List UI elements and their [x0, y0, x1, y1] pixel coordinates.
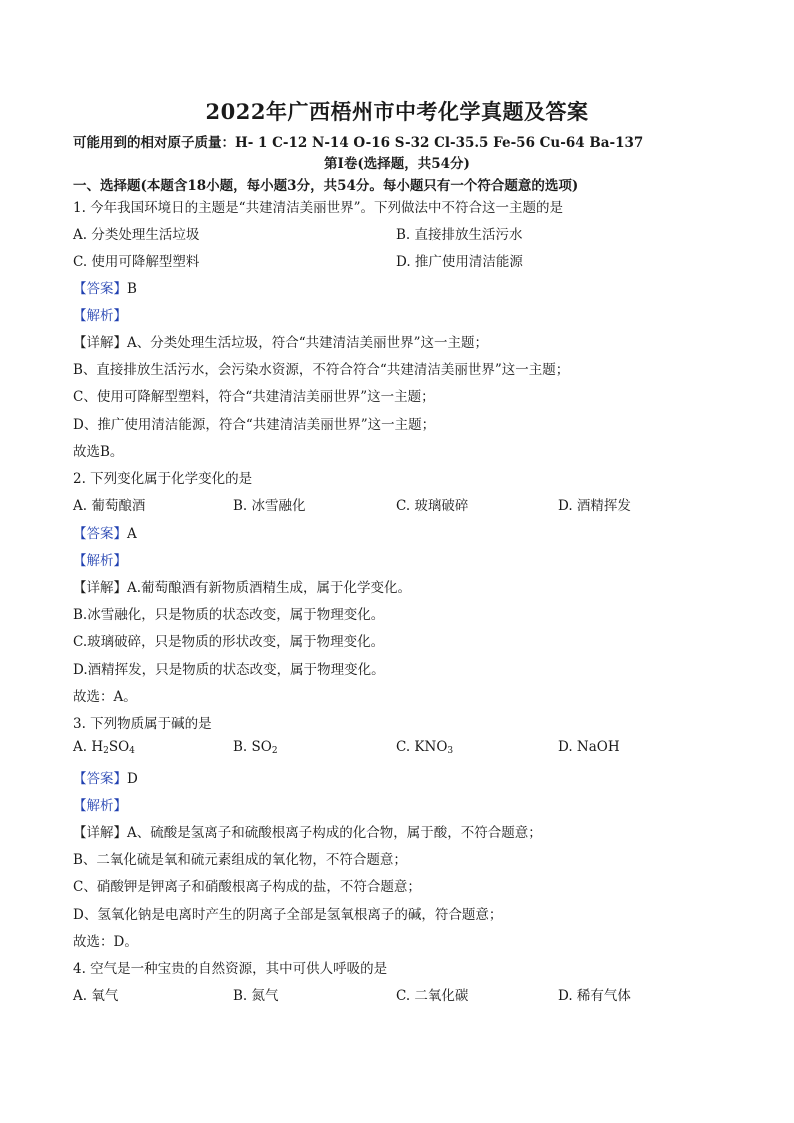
- q3-option-a-text2: SO: [108, 739, 130, 755]
- q1-detail-2: B、直接排放生活污水，会污染水资源，不符合符合“共建清洁美丽世界”这一主题；: [73, 362, 570, 378]
- q1-detail-1-text: A、分类处理生活垃圾，符合“共建清洁美丽世界”这一主题；: [127, 335, 489, 351]
- q3-stem: 3. 下列物质属于碱的是: [73, 716, 212, 732]
- detail-label: 【详解】: [73, 335, 127, 351]
- q3-detail-1-text: A、硫酸是氢离子和硫酸根离子构成的化合物，属于酸，不符合题意；: [127, 825, 542, 841]
- q4-option-c: C. 二氧化碳: [396, 988, 469, 1004]
- q3-option-a-text: A. H: [73, 739, 104, 755]
- q2-detail-3: C.玻璃破碎，只是物质的形状改变，属于物理变化。: [73, 634, 385, 650]
- q2-conclusion: 故选：A。: [73, 689, 137, 705]
- q3-detail-1: [73, 821, 542, 841]
- q3-option-a: [73, 739, 135, 756]
- q3-option-d: D. NaOH: [558, 739, 620, 755]
- q2-option-b: B. 冰雪融化: [233, 498, 306, 514]
- q2-detail-2: B.冰雪融化，只是物质的状态改变，属于物理变化。: [73, 607, 385, 623]
- q1-detail-1: [73, 331, 488, 351]
- q3-option-b-sub: 2: [271, 746, 278, 756]
- q2-option-a: A. 葡萄酿酒: [73, 498, 146, 514]
- q3-answer: [73, 767, 138, 787]
- q1-option-d: D. 推广使用清洁能源: [396, 254, 523, 270]
- q3-option-a-sub2: 4: [129, 746, 135, 756]
- q1-detail-3: C、使用可降解型塑料，符合“共建清洁美丽世界”这一主题；: [73, 389, 435, 405]
- q2-answer-value: A: [127, 526, 137, 542]
- q4-option-a: A. 氧气: [73, 988, 119, 1004]
- q1-conclusion: 故选B。: [73, 444, 124, 460]
- q2-analysis-label: 【解析】: [73, 553, 127, 569]
- q4-stem: 4. 空气是一种宝贵的自然资源，其中可供人呼吸的是: [73, 961, 388, 977]
- q1-detail-4: D、推广使用清洁能源，符合“共建清洁美丽世界”这一主题；: [73, 417, 436, 433]
- q2-detail-1-text: A.葡萄酿酒有新物质酒精生成，属于化学变化。: [127, 580, 412, 596]
- section-heading: 一、选择题(本题含18小题，每小题3分，共54分。每小题只有一个符合题意的选项): [73, 178, 579, 194]
- q3-answer-value: D: [127, 771, 138, 787]
- q3-analysis-label: 【解析】: [73, 798, 127, 814]
- q1-option-b: B. 直接排放生活污水: [396, 227, 523, 243]
- q1-option-c: C. 使用可降解型塑料: [73, 254, 200, 270]
- q3-option-a-sub1: 2: [103, 746, 109, 756]
- q2-stem: 2. 下列变化属于化学变化的是: [73, 471, 253, 487]
- q2-detail-4: D.酒精挥发，只是物质的状态改变，属于物理变化。: [73, 662, 385, 678]
- q1-option-a: A. 分类处理生活垃圾: [73, 227, 200, 243]
- q2-detail-1: [73, 576, 411, 596]
- q3-detail-2: B、二氧化硫是氧和硫元素组成的氧化物，不符合题意；: [73, 852, 407, 868]
- q3-option-c-text: C. KNO: [396, 739, 448, 755]
- page-title: 2022年广西梧州市中考化学真题及答案: [205, 99, 589, 124]
- q2-option-d: D. 酒精挥发: [558, 498, 631, 514]
- q2-answer: [73, 522, 137, 542]
- q3-conclusion: 故选：D。: [73, 934, 138, 950]
- q4-option-d: D. 稀有气体: [558, 988, 631, 1004]
- q1-stem: 1. 今年我国环境日的主题是“共建清洁美丽世界”。下列做法中不符合这一主题的是: [73, 200, 563, 216]
- q4-option-b: B. 氮气: [233, 988, 279, 1004]
- q3-option-b-text: B. SO: [233, 739, 272, 755]
- q1-analysis-label: 【解析】: [73, 308, 127, 324]
- q2-option-c: C. 玻璃破碎: [396, 498, 469, 514]
- q1-answer-value: B: [127, 281, 137, 297]
- detail-label: 【详解】: [73, 580, 127, 596]
- detail-label: 【详解】: [73, 825, 127, 841]
- answer-label: 【答案】: [73, 526, 127, 542]
- q3-option-c: [396, 739, 453, 756]
- answer-label: 【答案】: [73, 771, 127, 787]
- q3-detail-4: D、氢氧化钠是电离时产生的阴离子全部是氢氧根离子的碱，符合题意；: [73, 907, 503, 923]
- q1-answer: [73, 277, 137, 297]
- q3-option-c-sub: 3: [447, 746, 454, 756]
- q3-option-b: [233, 739, 278, 756]
- answer-label: 【答案】: [73, 281, 127, 297]
- q3-detail-3: C、硝酸钾是钾离子和硝酸根离子构成的盐，不符合题意；: [73, 879, 421, 895]
- atomic-mass-line: 可能用到的相对原子质量：H- 1 C-12 N-14 O-16 S-32 Cl-35.5 Fe-56 Cu-64 Ba-137: [73, 135, 644, 151]
- volume-heading: 第Ⅰ卷(选择题，共54分): [324, 156, 470, 172]
